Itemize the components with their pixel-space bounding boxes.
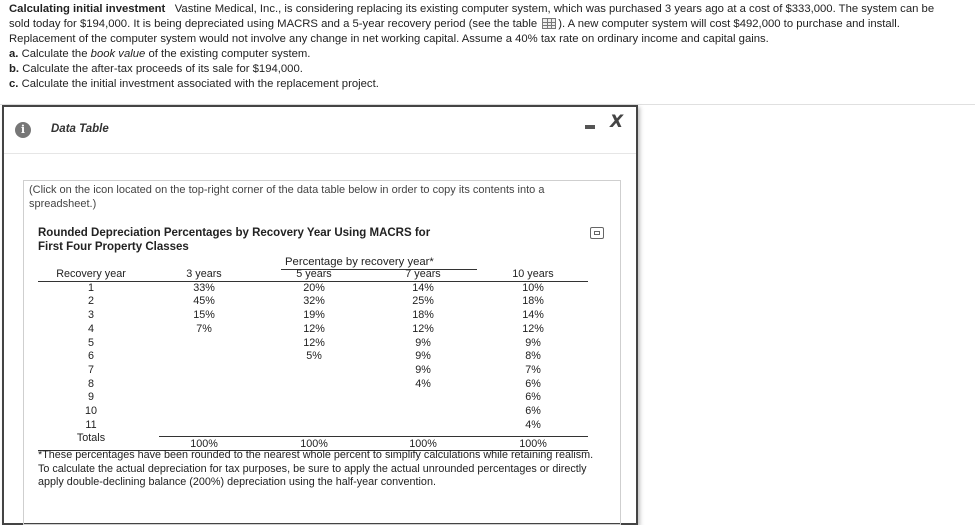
percentage-cell [378, 405, 468, 419]
column-header: Recovery year [56, 268, 126, 280]
percentage-cell: 12% [303, 322, 325, 335]
percentage-cell: 9% [415, 350, 431, 363]
question-c-text: Calculate the initial investment associated with the replacement project. [21, 78, 379, 90]
question-c [9, 77, 971, 92]
question-a-post: of the existing computer system. [148, 48, 311, 60]
percentage-cell: 6% [525, 377, 541, 390]
recovery-year-cell: 6 [87, 350, 94, 363]
question-b-text: Calculate the after-tax proceeds of its sale for $194,000. [22, 63, 303, 75]
column-header: 7 years [405, 268, 441, 280]
percentage-cell: 20% [303, 281, 325, 294]
percentage-cell: 18% [412, 309, 434, 322]
column-10-years [488, 268, 578, 432]
recovery-year-cell: 10 [84, 405, 97, 418]
data-table-panel [23, 180, 621, 525]
totals-label: Totals [76, 432, 106, 445]
percentage-cell: 12% [303, 336, 325, 349]
recovery-year-cell: 1 [87, 281, 94, 294]
percentage-cell [159, 405, 249, 419]
percentage-cell: 10% [522, 281, 544, 294]
percentage-cell [159, 337, 249, 351]
copy-instructions: (Click on the icon located on the top-right corner of the data table below in order to copy its contents into a spreadsheet.) [29, 184, 545, 210]
percentage-cell: 9% [525, 336, 541, 349]
column-5-years [269, 268, 359, 432]
percentage-cell: 33% [193, 281, 215, 294]
table-title [38, 226, 430, 254]
table-title-line-2: First Four Property Classes [38, 241, 189, 253]
problem-line-3: Replacement of the computer system would not involve any change in net working capital. Assume a 40% tax rate on ordinary income and capital gains. [9, 33, 769, 45]
recovery-year-cell: 11 [85, 418, 97, 431]
percentage-cell: 7% [525, 363, 541, 376]
column-values [488, 282, 578, 433]
column-values [378, 282, 468, 433]
header-rule [38, 281, 588, 282]
percentage-cell: 14% [522, 309, 544, 322]
percentage-cell [159, 419, 249, 433]
problem-title: Calculating initial investment [9, 3, 166, 15]
question-b-label: b. [9, 63, 20, 75]
copy-to-spreadsheet-icon[interactable] [590, 227, 604, 239]
column-header: 10 years [512, 268, 554, 280]
data-table-dialog [2, 105, 638, 525]
percentage-cell: 7% [196, 322, 212, 335]
percentage-cell [269, 378, 359, 392]
percentage-cell: 19% [303, 309, 325, 322]
total-value: 100% [519, 438, 547, 450]
problem-text-2a: sold today for $194,000. It is being depreciated using MACRS and a 5-year recovery period (see the table [9, 18, 538, 30]
percentage-cell: 14% [412, 281, 434, 294]
recovery-year-cell: 3 [87, 309, 94, 322]
column-header: 5 years [296, 268, 332, 280]
question-c-label: c. [9, 78, 19, 90]
percentage-cell: 6% [525, 405, 541, 418]
percentage-cell: 25% [412, 295, 434, 308]
percentage-cell: 9% [415, 363, 431, 376]
table-subheader: Percentage by recovery year* [285, 256, 434, 268]
table-title-line-1: Rounded Depreciation Percentages by Recovery Year Using MACRS for [38, 227, 431, 239]
problem-line-1 [9, 2, 971, 17]
minimize-button[interactable] [585, 125, 595, 129]
percentage-cell [159, 364, 249, 378]
percentage-cell [269, 364, 359, 378]
column-7-years [378, 268, 468, 432]
close-button[interactable]: X [610, 112, 624, 132]
percentage-cell [269, 419, 359, 433]
percentage-cell [269, 391, 359, 405]
percentage-cell: 18% [522, 295, 544, 308]
question-a [9, 47, 971, 62]
problem-line-2 [9, 17, 971, 32]
total-value: 100% [300, 438, 328, 450]
percentage-cell [159, 378, 249, 392]
table-footnote: *These percentages have been rounded to the nearest whole percent to simplify calculations while retaining realism. To calculate the actual depreciation for tax purposes, be sure to apply the actual unrounded percentages or directly apply double-declining balance (200%) depreciation using the half-year convention. [38, 449, 594, 488]
problem-statement [9, 2, 971, 92]
percentage-cell [378, 391, 468, 405]
percentage-cell: 32% [303, 295, 325, 308]
percentage-cell [378, 419, 468, 433]
dialog-header [4, 107, 636, 154]
percentage-cell: 6% [525, 391, 541, 404]
column-recovery-year [46, 268, 136, 446]
column-header: 3 years [186, 268, 222, 280]
question-b [9, 62, 971, 77]
percentage-cell: 9% [415, 336, 431, 349]
column-3-years [159, 268, 249, 432]
recovery-year-cell: 8 [87, 377, 94, 390]
recovery-year-cell: 9 [87, 391, 94, 404]
recovery-year-cell: 2 [87, 295, 94, 308]
percentage-cell: 8% [525, 350, 541, 363]
problem-text-1: Vastine Medical, Inc., is considering replacing its existing computer system, which was purchased 3 years ago at a cost of $333,000. The system can be [174, 3, 935, 15]
percentage-cell [159, 350, 249, 364]
percentage-cell: 12% [522, 322, 544, 335]
recovery-year-cell: 4 [87, 322, 94, 335]
percentage-cell: 15% [193, 309, 215, 322]
totals-rule [159, 436, 588, 437]
question-a-pre: Calculate the [21, 48, 88, 60]
percentage-cell: 4% [415, 377, 431, 390]
table-link-icon[interactable] [542, 18, 556, 29]
problem-text-2b: ). A new computer system will cost $492,000 to purchase and install. [558, 18, 900, 30]
percentage-cell: 4% [525, 418, 541, 431]
percentage-cell: 45% [193, 295, 215, 308]
percentage-cell: 5% [306, 350, 322, 363]
percentage-cell [269, 405, 359, 419]
column-values [159, 282, 249, 433]
percentage-cell [159, 391, 249, 405]
column-values [269, 282, 359, 433]
info-icon: i [15, 122, 31, 138]
total-value: 100% [409, 438, 437, 450]
dialog-title: Data Table [51, 123, 109, 135]
column-values [46, 282, 136, 433]
percentage-cell: 12% [412, 322, 434, 335]
question-a-emphasis: book value [90, 48, 146, 60]
question-a-label: a. [9, 48, 19, 60]
recovery-year-cell: 5 [87, 336, 94, 349]
recovery-year-cell: 7 [87, 363, 94, 376]
total-value: 100% [190, 438, 218, 450]
